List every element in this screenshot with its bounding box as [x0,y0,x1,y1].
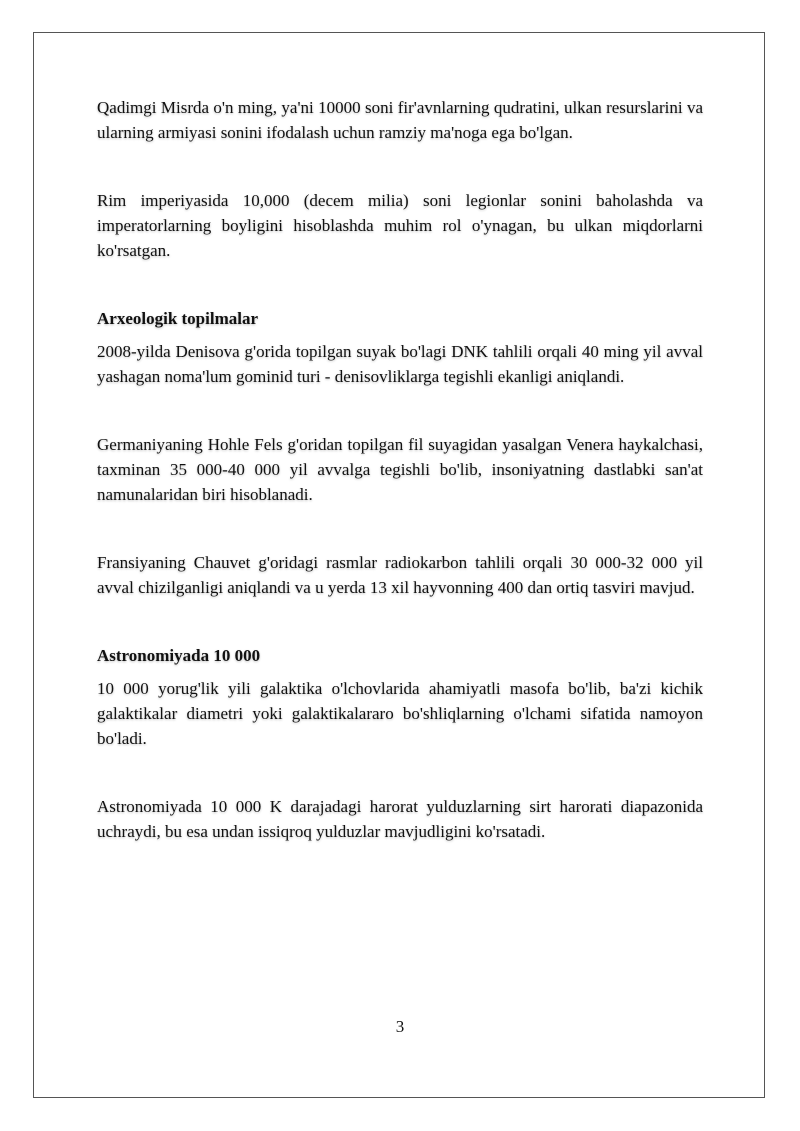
spacer [97,389,703,432]
spacer [97,668,703,676]
document-body [97,95,703,844]
heading-astronomy: Astronomiyada 10 000 [97,646,261,665]
paragraph-hohle-fels: Germaniyaning Hohle Fels g'oridan topilgan fil suyagidan yasalgan Venera haykalchasi, taxminan 35 000-40 000 yil avvalga tegishli bo'lib, insoniyatning dastlabki san'at namunalaridan biri hisoblanadi. [97,435,703,504]
paragraph-rome: Rim imperiyasida 10,000 (decem milia) soni legionlar sonini baholashda va imperatorlarning boyligini hisoblashda muhim rol o'ynagan, bu ulkan miqdorlarni ko'rsatgan. [97,191,703,260]
spacer [97,331,703,339]
paragraph-denisova: 2008-yilda Denisova g'orida topilgan suyak bo'lagi DNK tahlili orqali 40 ming yil avval yashagan noma'lum gominid turi - denisovliklarga tegishli ekanligi aniqlandi. [97,342,703,386]
paragraph-temperature: Astronomiyada 10 000 K darajadagi harorat yulduzlarning sirt harorati diapazonida uchraydi, bu esa undan issiqroq yulduzlar mavjudligini ko'rsatadi. [97,797,703,841]
spacer [97,751,703,794]
heading-archaeology: Arxeologik topilmalar [97,309,259,328]
paragraph-light-years: 10 000 yorug'lik yili galaktika o'lchovlarida ahamiyatli masofa bo'lib, ba'zi kichik galaktikalar diametri yoki galaktikalararo bo'shliqlarning o'lchami sifatida namoyon bo'ladi. [97,679,703,748]
spacer [97,145,703,188]
paragraph-egypt: Qadimgi Misrda o'n ming, ya'ni 10000 soni fir'avnlarning qudratini, ulkan resurslarini va ularning armiyasi sonini ifodalash uchun ramziy ma'noga ega bo'lgan. [97,98,703,142]
spacer [97,507,703,550]
spacer [97,600,703,643]
spacer [97,263,703,306]
page-number: 3 [395,1017,405,1036]
paragraph-chauvet: Fransiyaning Chauvet g'oridagi rasmlar radiokarbon tahlili orqali 30 000-32 000 yil avval chizilganligi aniqlandi va u yerda 13 xil hayvonning 400 dan ortiq tasviri mavjud. [97,553,703,597]
